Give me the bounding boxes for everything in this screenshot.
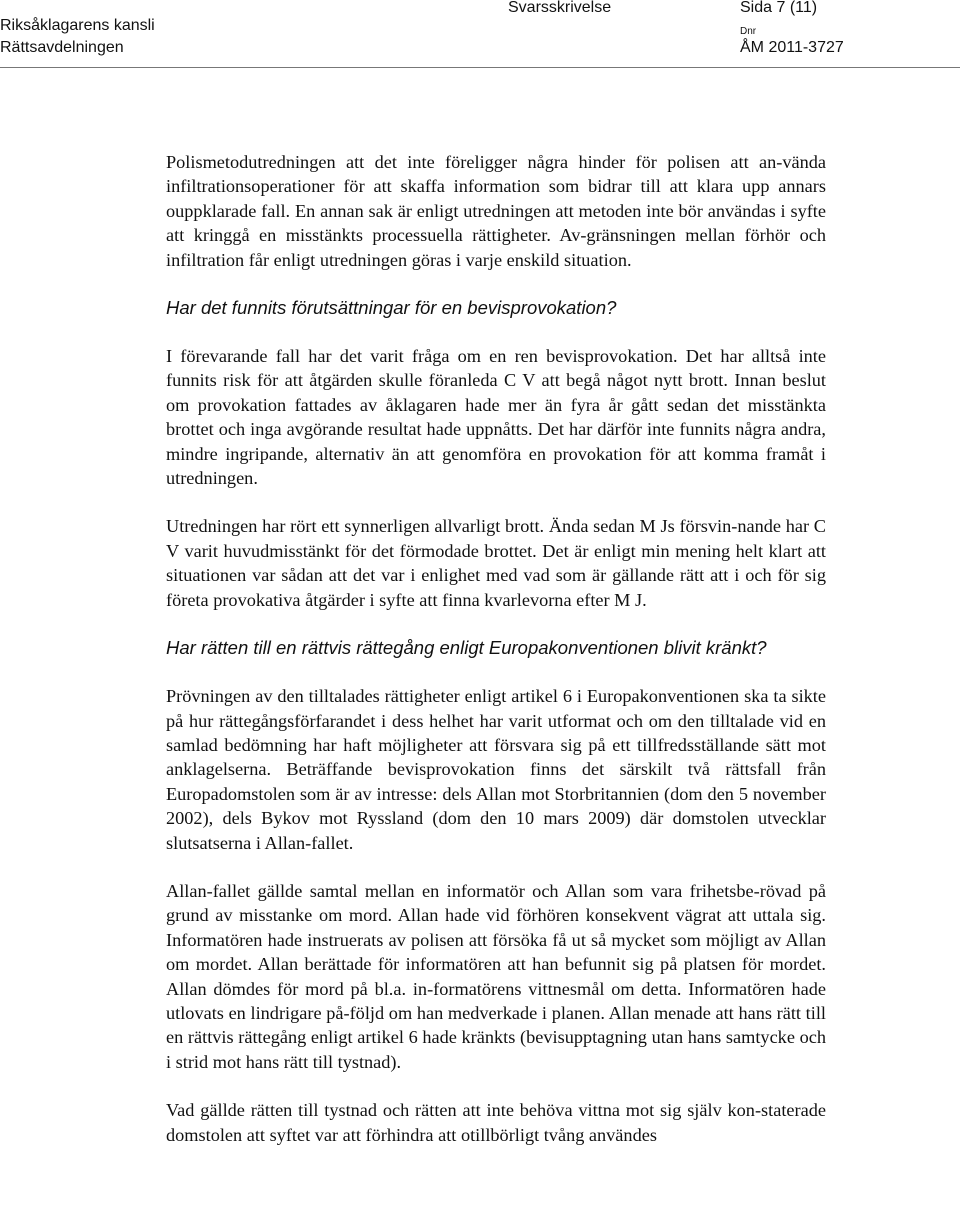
header-page-number: Sida 7 (11) bbox=[740, 0, 818, 16]
header-org: Riksåklagarens kansli bbox=[0, 17, 155, 34]
document-body bbox=[166, 150, 826, 1171]
section-heading-1: Har det funnits förutsättningar för en bevisprovokation? bbox=[166, 297, 617, 319]
header-dnr-label: Dnr bbox=[740, 26, 757, 37]
header-dept: Rättsavdelningen bbox=[0, 39, 124, 56]
paragraph-2: I förevarande fall har det varit fråga om en ren bevisprovokation. Det har alltså inte funnits risk för att åtgärden skulle föranleda C V att begå något nytt brott. Innan beslut om provokation fattades av åklagaren hade mer än fyra år gått sedan det misstänkta brottet och inga avgörande resultat hade uppnåtts. Det har därför inte funnits några andra, mindre ingripande, alternativ än att genomföra en provokation för att komma framåt i utredningen. bbox=[166, 346, 826, 489]
header-doc-type: Svarsskrivelse bbox=[508, 0, 612, 16]
paragraph-3: Utredningen har rört ett synnerligen allvarligt brott. Ända sedan M Js försvin-nande har C V varit huvudmisstänkt för det förmodade brottet. Det är enligt min mening helt klart att situationen var sådan att det var i enlighet med vad som är gällande rätt att i och för sig företa provokativa åtgärder i syfte att finna kvarlevorna efter M J. bbox=[166, 516, 826, 610]
section-heading-2: Har rätten till en rättvis rättegång enligt Europakonventionen blivit kränkt? bbox=[166, 637, 767, 659]
paragraph-1: Polismetodutredningen att det inte föreligger några hinder för polisen att an-vända infiltrationsoperationer för att skaffa information som bidrar till att klara upp annars ouppklarade fall. En annan sak är enligt utredningen att metoden inte bör användas i syfte att kringgå en misstänkts processuella rättigheter. Av-gränsningen mellan förhör och infiltration får enligt utredningen göras i varje enskild situation. bbox=[166, 152, 826, 270]
paragraph-4: Prövningen av den tilltalades rättigheter enligt artikel 6 i Europakonventionen ska ta sikte på hur rättegångsförfarandet i dess helhet har varit utformat och om den tilltalade vid en samlad bedömning har haft möjligheter att försvara sig på ett tillfredsställande sätt mot anklagelserna. Beträffande bevisprovokation finns det särskilt två rättsfall från Europadomstolen som är av intresse: dels Allan mot Storbritannien (dom den 5 november 2002), dels Bykov mot Ryssland (dom den 10 mars 2009) där domstolen utvecklar slutsatserna i Allan-fallet. bbox=[166, 686, 826, 853]
header-dnr: ÅM 2011-3727 bbox=[740, 39, 844, 56]
paragraph-6: Vad gällde rätten till tystnad och rätten att inte behöva vittna mot sig själv kon-staterade domstolen att syftet var att förhindra att otillbörligt tvång användes bbox=[166, 1100, 826, 1145]
paragraph-5: Allan-fallet gällde samtal mellan en informatör och Allan som vara frihetsbe-rövad på grund av misstanke om mord. Allan hade vid förhören konsekvent vägrat att uttala sig. Informatören hade instruerats av polisen att försöka få ut så mycket som möjligt av Allan om mordet. Allan berättade för informatören att han befunnit sig på platsen för mordet. Allan dömdes för mord på bl.a. in-formatörens vittnesmål om detta. Informatören hade utlovats en lindrigare på-följd om han medverkade i planen. Allan menade att hans rätt till en rättvis rättegång enligt artikel 6 hade kränkts (bevisupptagning utan hans samtycke och i strid mot hans rätt till tystnad). bbox=[166, 880, 826, 1072]
header-divider bbox=[0, 67, 960, 68]
